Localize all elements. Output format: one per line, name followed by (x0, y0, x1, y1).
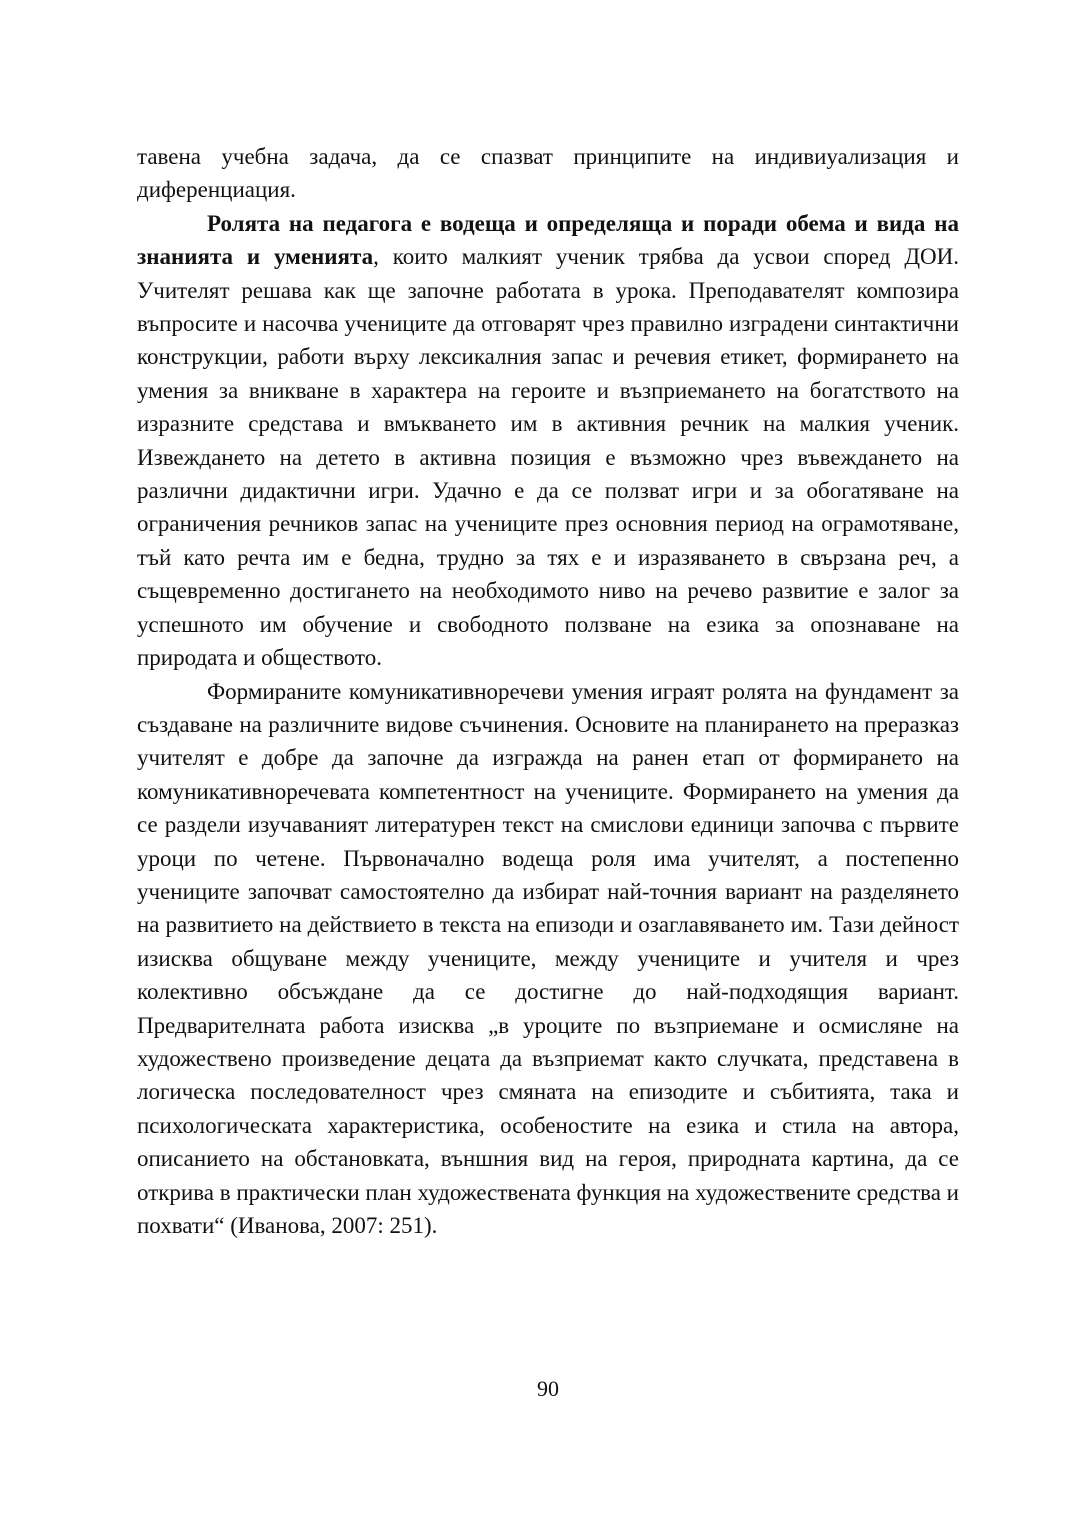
body-text (137, 140, 959, 1242)
paragraph-continuation: тавена учебна задача, да се спазват принципите на индивиуализация и диференциация. (137, 144, 959, 203)
paragraph-communicative-skills: Формираните комуникативноречеви умения играят ролята на фундамент за създаване на различните видове съчинения. Основите на планирането на преразказ учителят е добре да започне да изгражда на ранен етап от формирането на комуникативноречевата компетентност на учениците. Формирането на умения да се раздели изучаваният литературен текст на смислови единици започва с първите уроци по четене. Първоначално водеща роля има учителят, а постепенно учениците започват самостоятелно да избират най-точния вариант на разделянето на развитието на действието в текста на епизоди и озаглавяването им. Тази дейност изисква общуване между учениците, между учениците и учителя и чрез колективно обсъждане да се достигне до най-подходящия вариант. Предварителната работа изисква „в уроците по възприемане и осмисляне на художествено произведение децата да възприемат както случката, представена в логическа последователност чрез смяната на епизодите и събитията, така и психологическата характеристика, особеностите на езика и стила на автора, описанието на обстановката, външния вид на героя, природната картина, да се открива в практически план художествената функция на художествените средства и похвати“ (Иванова, 2007: 251). (137, 678, 959, 1238)
paragraph-pedagogue-role (137, 207, 959, 675)
page-number: 90 (537, 1376, 559, 1401)
bold-lead-text: Ролята на педагога е водеща и определяща и поради обема и вида на знанията и уменията (137, 210, 959, 270)
paragraph-pedagogue-role-rest: , които малкият ученик трябва да усвои според ДОИ. Учителят решава как ще започне работата в урока. Преподавателят композира въпросите и насочва учениците да отговарят чрез правилно изградени синтактични конструкции, работи върху лексикалния запас и речевия етикет, формирането на умения за вникване в характера на героите и възприемането на богатството на изразните средстава и вмъкването им в активния речник на малкия ученик. Извеждането на детето в активна позиция е възможно чрез въвеждането на различни дидактични игри. Удачно е да се ползват игри и за обогатяване на ограничения речников запас на учениците през основния период на ограмотяване, тъй като речта им е бедна, трудно за тях е и изразяването в свързана реч, а същевременно достигането на необходимото ниво на речево развитие е залог за успешното им обучение и свободното ползване на езика за опознаване на природата и обществото. (137, 244, 960, 671)
